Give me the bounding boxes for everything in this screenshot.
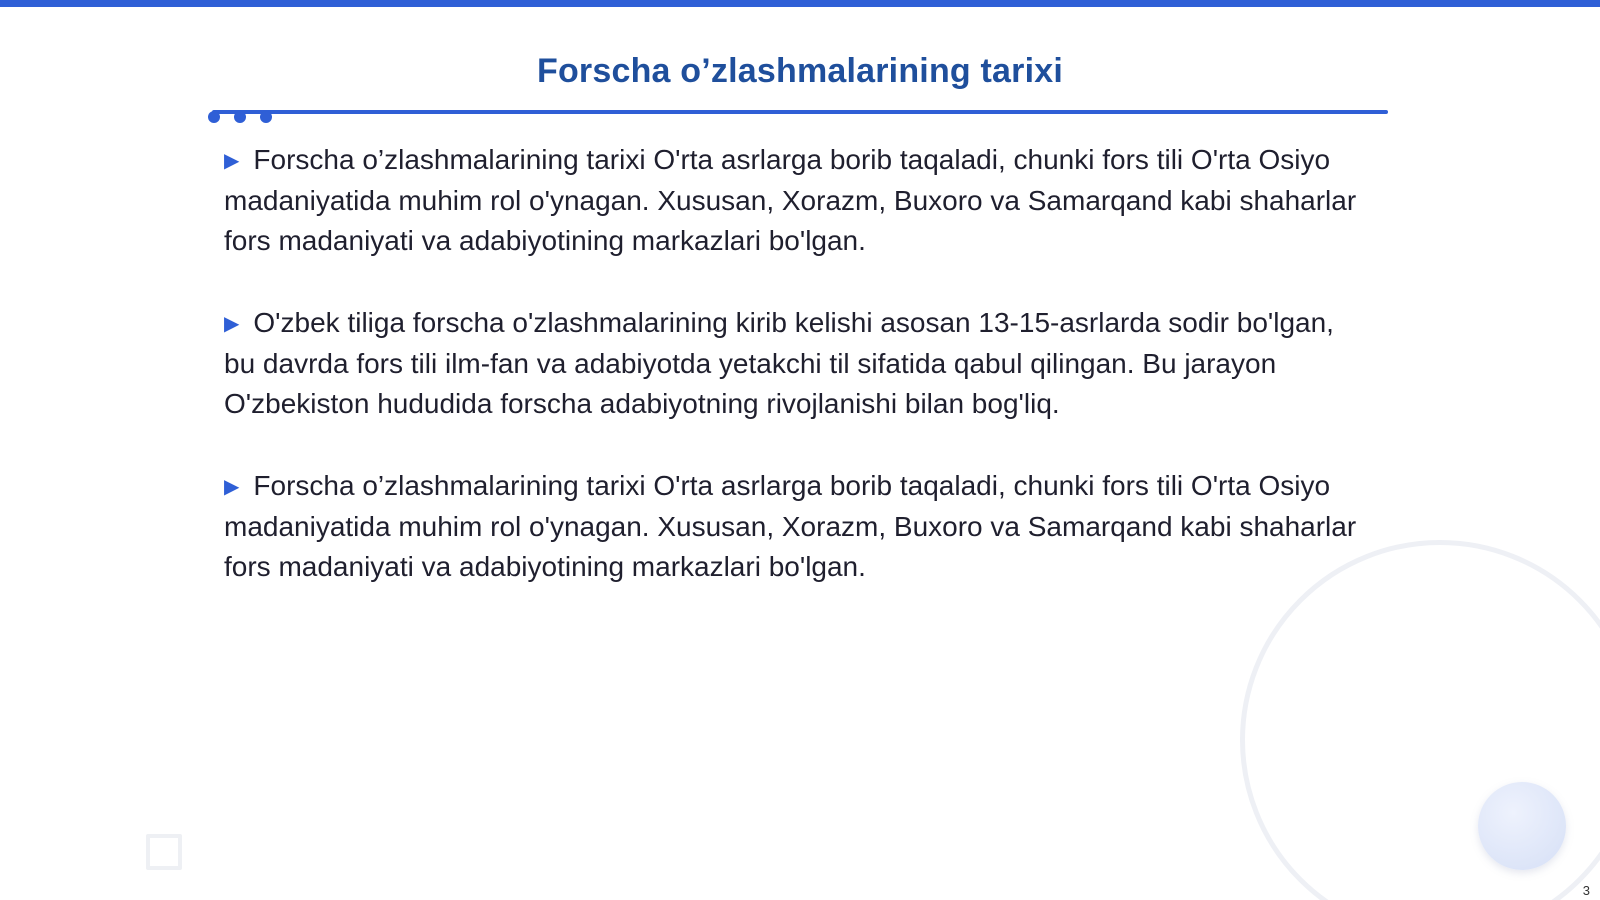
page-number: 3 [1582,883,1590,898]
bullet-text: O'zbek tiliga forscha o'zlashmalarining kirib kelishi asosan 13-15-asrlarda sodir bo'lgan, bu davrda fors tili ilm-fan va adabiyotda yetakchi til sifatida qabul qilingan. Bu jarayon O'zbekiston hududida forscha adabiyotning rivojlanishi bilan bog'liq. [224,307,1334,419]
triangle-right-icon: ▶ [224,476,240,498]
bullet-item [224,140,1364,261]
title-underline [212,110,1388,114]
bullet-item [224,303,1364,424]
bullet-text: Forscha o’zlashmalarining tarixi O'rta asrlarga borib taqaladi, chunki fors tili O'rta Osiyo madaniyatida muhim rol o'ynagan. Xususan, Xorazm, Buxoro va Samarqand kabi shaharlar fors madaniyati va adabiyotining markazlari bo'lgan. [224,470,1357,582]
bullet-text: Forscha o’zlashmalarining tarixi O'rta asrlarga borib taqaladi, chunki fors tili O'rta Osiyo madaniyatida muhim rol o'ynagan. Xususan, Xorazm, Buxoro va Samarqand kabi shaharlar fors madaniyati va adabiyotining markazlari bo'lgan. [224,144,1357,256]
decorative-dot [208,111,220,123]
decorative-dot [234,111,246,123]
triangle-right-icon: ▶ [224,313,240,335]
triangle-right-icon: ▶ [224,150,240,172]
bullet-list [224,140,1364,629]
decorative-square [146,834,182,870]
bullet-item [224,466,1364,587]
slide-title: Forscha o’zlashmalarining tarixi [537,52,1063,90]
top-accent-bar [0,0,1600,7]
decorative-circle [1478,782,1566,870]
decorative-dot [260,111,272,123]
